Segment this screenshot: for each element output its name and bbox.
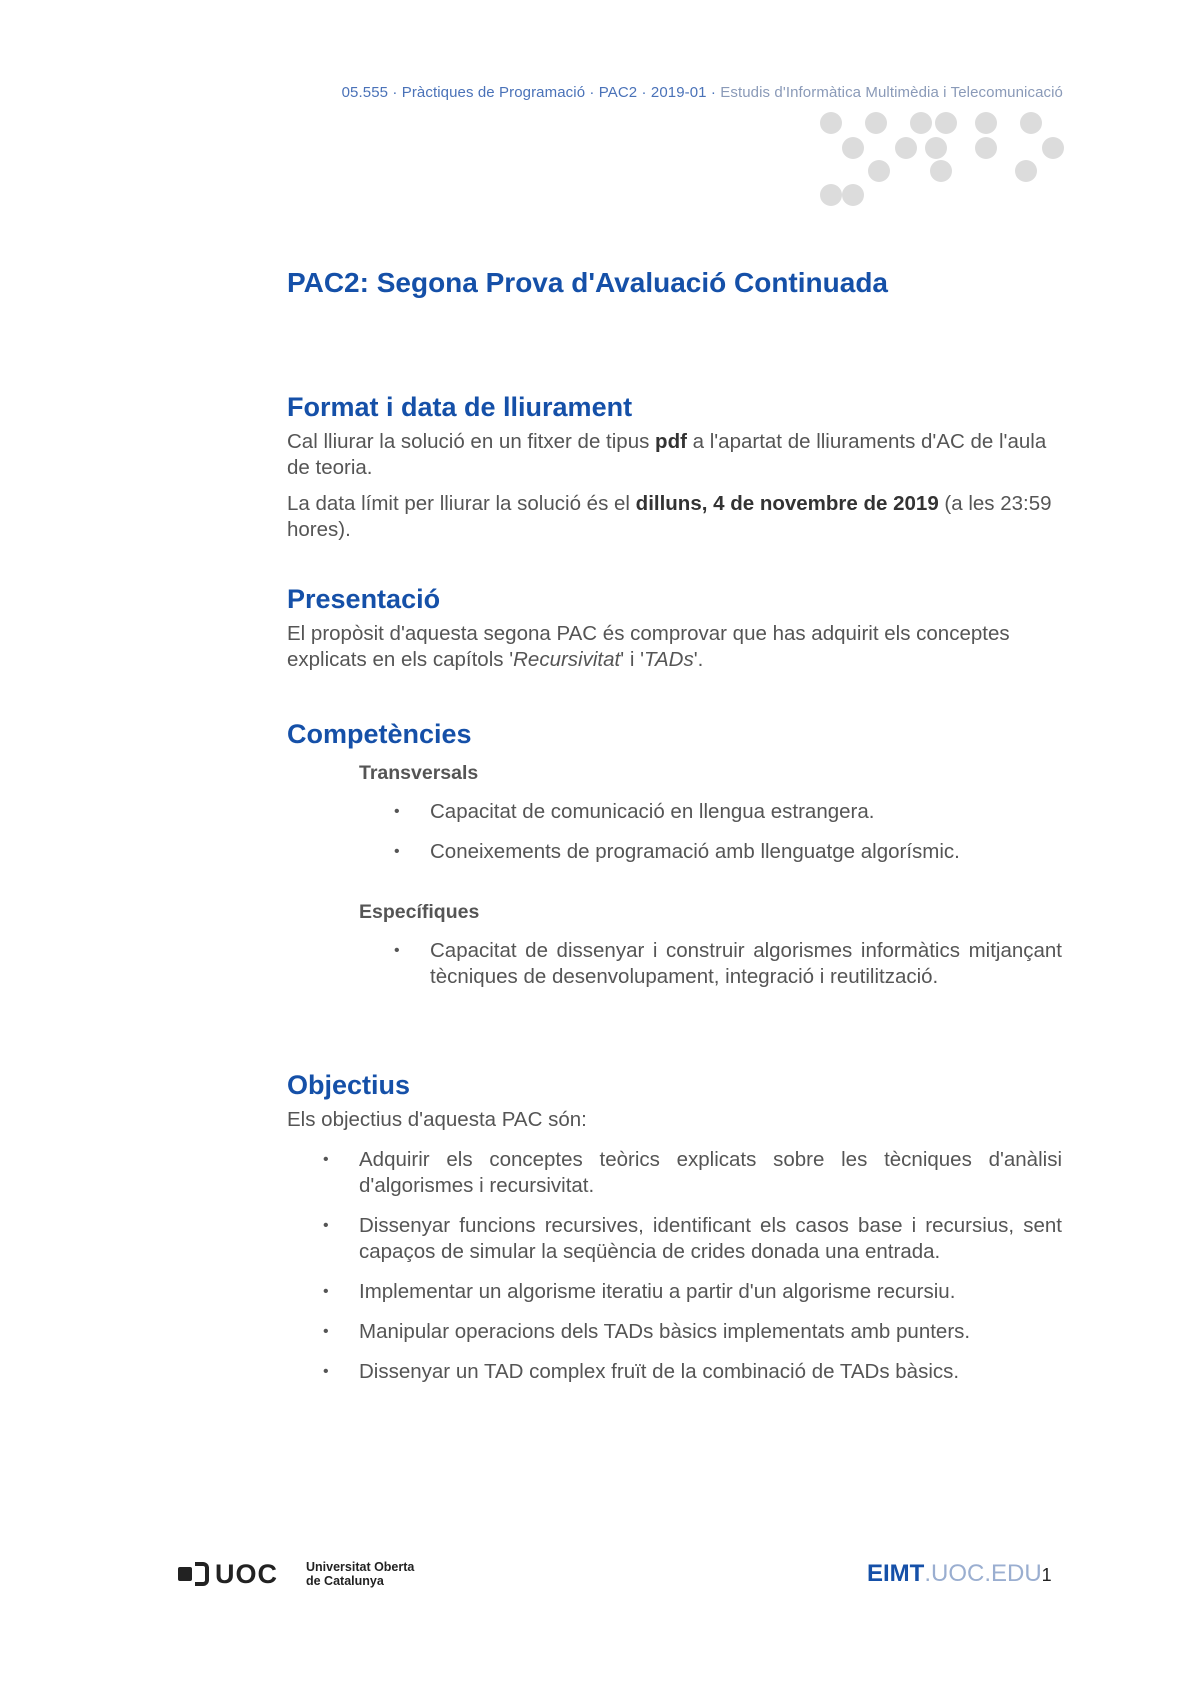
bullet: • (394, 803, 400, 820)
bullet: • (323, 1283, 329, 1300)
dot (868, 160, 890, 182)
competencies-section (287, 719, 1062, 1004)
list-item (287, 1147, 1062, 1199)
list-item-text: Implementar un algorisme iteratiu a partir d'un algorisme recursiu. (359, 1280, 956, 1303)
text: Cal lliurar la solució en un fitxer de tipus (287, 430, 656, 453)
dot (1015, 160, 1037, 182)
dot (1042, 137, 1064, 159)
objectius-intro: Els objectius d'aquesta PAC són: (287, 1108, 587, 1131)
document-header (342, 84, 1063, 101)
especifiques-label: Específiques (359, 901, 480, 923)
page-title: PAC2: Segona Prova d'Avaluació Continuada (287, 267, 888, 298)
dot (925, 137, 947, 159)
dot (1020, 112, 1042, 134)
university-line-1: Universitat Oberta (306, 1560, 415, 1574)
list-item (287, 799, 1062, 825)
logo-bracket (195, 1562, 209, 1586)
text: La data límit per lliurar la solució és el (287, 492, 636, 515)
presentacio-paragraph (287, 621, 1062, 673)
dot (865, 112, 887, 134)
transversals-label: Transversals (359, 762, 479, 784)
dot (935, 112, 957, 134)
dot (975, 112, 997, 134)
text: El propòsit d'aquesta segona PAC és comprovar que has adquirit els conceptes explicats en els capítols ' (287, 622, 1010, 671)
list-item-text: Adquirir els conceptes teòrics explicats sobre les tècniques d'anàlisi d'algorismes i recursivitat. (359, 1148, 1062, 1197)
bold-text: pdf (655, 430, 687, 453)
section-heading-objectius: Objectius (287, 1070, 411, 1100)
eimt-label: EIMT (867, 1560, 925, 1587)
bullet: • (323, 1363, 329, 1380)
text: a l'apartat de lliuraments d'AC de l'aula de teoria. (287, 430, 1047, 479)
university-name (306, 1560, 414, 1588)
transversals-list (287, 799, 1062, 865)
presentacio-section (287, 584, 1062, 683)
list-item (287, 1213, 1062, 1265)
format-section (287, 392, 1062, 553)
objectius-section (287, 1070, 1062, 1399)
italic-text: Recursivitat (513, 648, 621, 671)
dot (895, 137, 917, 159)
format-paragraph-1 (287, 429, 1062, 481)
list-item (287, 938, 1062, 990)
uoc-logo-mark (178, 1559, 278, 1590)
dot (820, 184, 842, 206)
uoc-logo (178, 1557, 414, 1591)
bullet: • (323, 1151, 329, 1168)
list-item-text: Capacitat de comunicació en llengua estrangera. (430, 800, 875, 823)
university-line-2: de Catalunya (306, 1574, 384, 1588)
bold-text: dilluns, 4 de novembre de 2019 (635, 492, 939, 515)
dot (842, 137, 864, 159)
dot (910, 112, 932, 134)
dot (975, 137, 997, 159)
decorative-dots (820, 112, 1070, 212)
section-heading-format: Format i data de lliurament (287, 392, 633, 422)
list-item-text: Capacitat de dissenyar i construir algorismes informàtics mitjançant tècniques de desenvolupament, integració i reutilització. (430, 939, 1062, 988)
objectius-list (287, 1147, 1062, 1385)
list-item-text: Dissenyar funcions recursives, identificant els casos base i recursius, sent capaços de simular la seqüència de crides donada una entrada. (359, 1214, 1062, 1263)
uocedu-label: .UOC.EDU (924, 1560, 1042, 1587)
bullet: • (394, 843, 400, 860)
list-item (287, 839, 1062, 865)
especifiques-list (287, 938, 1062, 990)
studies-name: Estudis d'Informàtica Multimèdia i Telecomunicació (720, 84, 1063, 101)
list-item-text: Manipular operacions dels TADs bàsics implementats amb punters. (359, 1320, 971, 1343)
page-number: 1 (1041, 1565, 1052, 1585)
list-item-text: Dissenyar un TAD complex fruït de la combinació de TADs bàsics. (359, 1360, 960, 1383)
list-item (287, 1359, 1062, 1385)
dot (842, 184, 864, 206)
section-heading-presentacio: Presentació (287, 584, 441, 614)
dot (930, 160, 952, 182)
list-item-text: Coneixements de programació amb llenguatge algorísmic. (430, 840, 960, 863)
text: '. (693, 648, 704, 671)
bullet: • (394, 942, 400, 959)
text: ' i ' (620, 648, 644, 671)
list-item (287, 1319, 1062, 1345)
bullet: • (323, 1323, 329, 1340)
course-info: 05.555 · Pràctiques de Programació · PAC2 · 2019-01 · (341, 84, 716, 101)
section-heading-competencies: Competències (287, 719, 472, 749)
uoc-letters: UOC (215, 1558, 278, 1589)
text: (a les 23:59 hores). (287, 492, 1052, 541)
bullet: • (323, 1217, 329, 1234)
dot (820, 112, 842, 134)
italic-text: TADs (644, 648, 694, 671)
logo-square (178, 1567, 192, 1581)
list-item (287, 1279, 1062, 1305)
footer-site (867, 1560, 1052, 1588)
format-paragraph-2 (287, 491, 1062, 543)
